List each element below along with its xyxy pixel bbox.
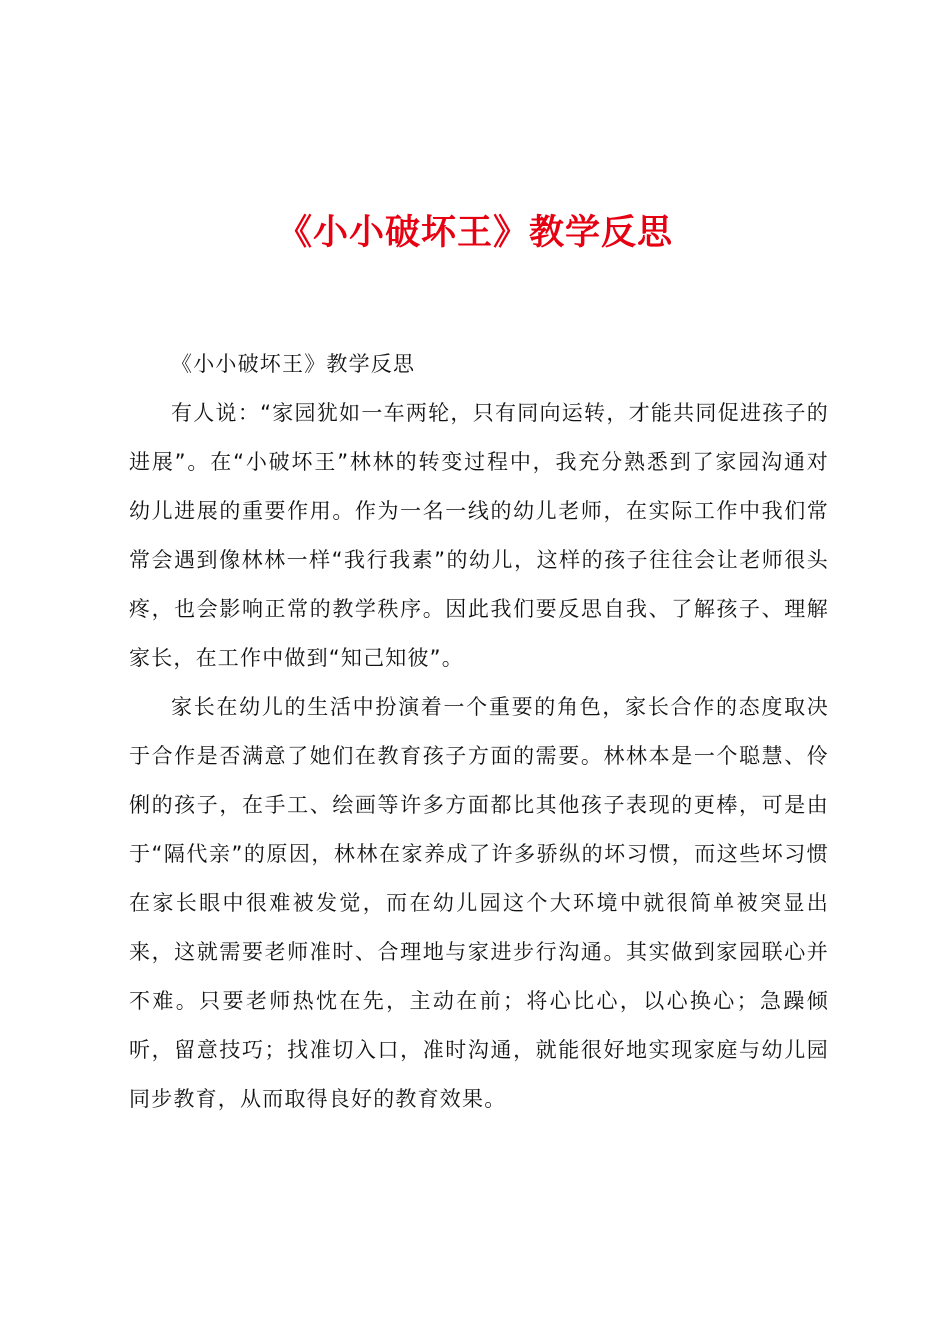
document-title: 《小小破坏王》教学反思 xyxy=(276,212,673,253)
body-paragraph: 家长在幼儿的生活中扮演着一个重要的角色，家长合作的态度取决于合作是否满意了她们在教育孩子方面的需要。林林本是一个聪慧、伶俐的孩子，在手工、绘画等许多方面都比其他孩子表现的更棒，可是由于“隔代亲”的原因，林林在家养成了许多骄纵的坏习惯，而这些坏习惯在家长眼中很难被发觉，而在幼儿园这个大环境中就很简单被突显出来，这就需要老师准时、合理地与家进步行沟通。其实做到家园联心并不难。只要老师热忱在先，主动在前；将心比心，以心换心；急躁倾听，留意技巧；找准切入口，准时沟通，就能很好地实现家庭与幼儿园同步教育，从而取得良好的教育效果。 xyxy=(129,695,829,1111)
body-paragraph: 有人说：“家园犹如一车两轮，只有同向运转，才能共同促进孩子的进展”。在“小破坏王”林林的转变过程中，我充分熟悉到了家园沟通对幼儿进展的重要作用。作为一名一线的幼儿老师，在实际工作中我们常常会遇到像林林一样“我行我素”的幼儿，这样的孩子往往会让老师很头疼，也会影响正常的教学秩序。因此我们要反思自我、了解孩子、理解家长，在工作中做到“知己知彼”。 xyxy=(129,401,829,670)
document-body xyxy=(129,340,829,1124)
subtitle-paragraph: 《小小破坏王》教学反思 xyxy=(171,352,416,376)
